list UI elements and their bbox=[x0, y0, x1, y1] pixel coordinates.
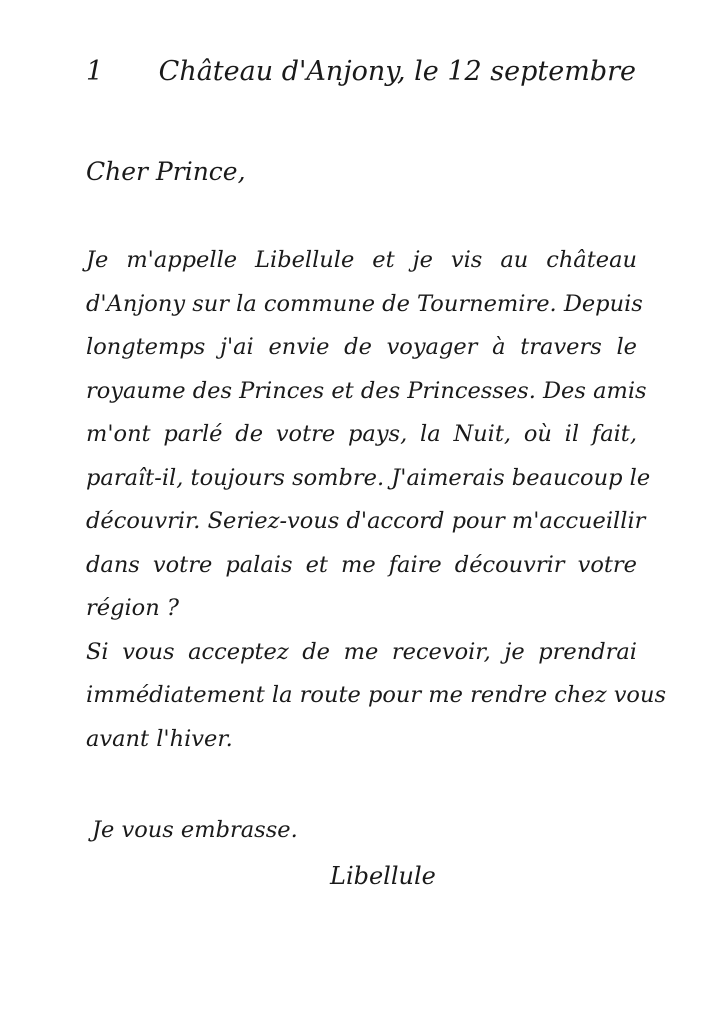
signature: Libellule bbox=[330, 862, 436, 890]
body-line: Si vous acceptez de me recevoir, je prendrai bbox=[86, 638, 637, 665]
body-line: royaume des Princes et des Princesses. Des amis bbox=[86, 377, 647, 404]
body-line: découvrir. Seriez-vous d'accord pour m'accueillir bbox=[86, 508, 646, 534]
body-line: longtemps j'ai envie de voyager à travers le bbox=[86, 334, 637, 360]
body-line: immédiatement la route pour me rendre chez vous bbox=[86, 682, 667, 708]
body-line: d'Anjony sur la commune de Tournemire. Depuis bbox=[86, 290, 643, 317]
place-date: Château d'Anjony, le 12 septembre bbox=[158, 56, 636, 87]
letter-body bbox=[86, 239, 667, 761]
letter-header bbox=[86, 52, 636, 92]
body-line: paraît-il, toujours sombre. J'aimerais beaucoup le bbox=[86, 464, 651, 491]
salutation: Cher Prince, bbox=[86, 157, 246, 186]
closing: Je vous embrasse. bbox=[92, 817, 298, 843]
page-number: 1 bbox=[86, 56, 104, 87]
body-line: région ? bbox=[86, 595, 179, 621]
body-line: avant l'hiver. bbox=[86, 725, 233, 752]
body-line: Je m'appelle Libellule et je vis au château bbox=[86, 247, 637, 273]
body-line: m'ont parlé de votre pays, la Nuit, où il fait, bbox=[86, 421, 637, 447]
body-line: dans votre palais et me faire découvrir votre bbox=[86, 551, 637, 578]
